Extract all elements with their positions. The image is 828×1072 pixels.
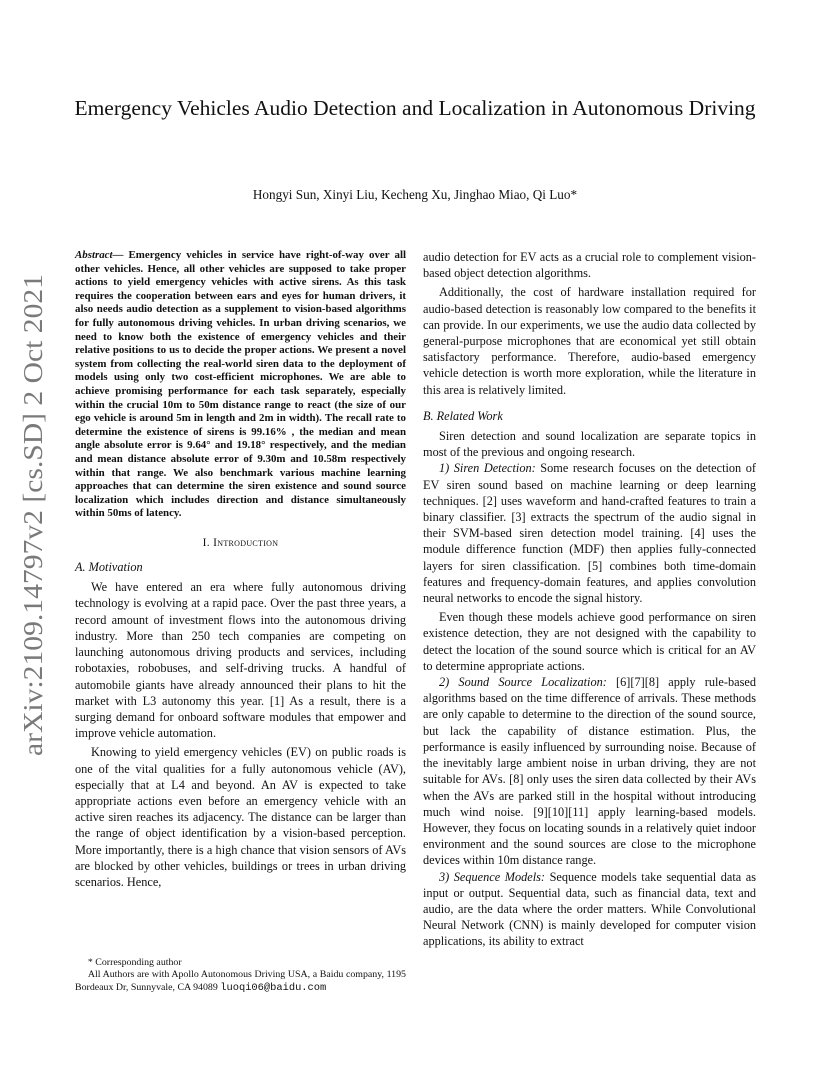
related-work-paragraph-3: Even though these models achieve good performance on siren existence detection, they are not designed with the capability to detect the location of the sound source which is critical for an AV to determine appropriate actions.	[423, 610, 756, 673]
sound-localization-paragraph	[423, 674, 756, 868]
sequence-models-heading: 3) Sequence Models:	[438, 869, 546, 884]
sound-localization-heading: 2) Sound Source Localization:	[438, 675, 607, 690]
motivation-paragraph-2: Knowing to yield emergency vehicles (EV) on public roads is one of the vital qualities for a fully autonomous vehicle (AV), especially that at L4 and beyond. An AV is expected to take appropriate actions even before an emergency vehicle with an active siren reaches its adjacency. The distance can be larger than the range of object identification by a vision-based perception. More importantly, there is a high chance that vision sensors of AVs are blocked by other vehicles, buildings or trees in urban driving scenarios. Hence,	[75, 745, 406, 889]
right-paragraph-2: Additionally, the cost of hardware installation required for audio-based detection is reasonably low compared to the benefits it can provide. In our experiments, we use the audio data collected by general-purpose microphones that are economical yet still obtain satisfactory performance. Therefore, audio-based emergency vehicle detection is worth more exploration, while the literature in this area is relatively limited.	[423, 285, 756, 397]
footnote-corresponding: * Corresponding author	[87, 957, 182, 968]
abstract-lead: Abstract	[75, 249, 113, 261]
abstract	[75, 249, 406, 521]
siren-detection-text: Some research focuses on the detection of EV siren sound based on machine learning or deep learning techniques. [2] uses waveform and hand-crafted features to train a binary classifier. [3] extracts the spectrum of the audio signal in their SVM-based siren detection model training. [4] uses the module difference function (MDF) then applies fully-connected layers for siren classification. [5] combines both time-domain features and frequency-domain features, and applies convolution neural networks to encode the signal history.	[423, 461, 756, 606]
footnote-email: luoqi06@baidu.com	[220, 981, 327, 994]
author-list: Hongyi Sun, Xinyi Liu, Kecheng Xu, Jinghao Miao, Qi Luo*	[252, 187, 578, 202]
sound-localization-text: [6][7][8] apply rule-based algorithms based on the time difference of arrivals. These methods are only capable to determine to the direction of the sound source, but lack the capability of distance estimation. Plus, the performance is easily influenced by surrounding noise. Because of the inevitably large ambient noise in urban driving, they are not suitable for AVs. [8] only uses the siren data collected by their AVs when the AVs are parked still in the hospital without introducing much wind noise. [9][10][11] apply learning-based models. However, they focus on locating sounds in a relatively quiet indoor environment and the sound sources are close to the microphone devices within 10m distance range.	[423, 675, 756, 868]
sequence-models-paragraph	[423, 869, 756, 950]
section-heading-introduction: I. Introduction	[202, 536, 279, 549]
arxiv-sidebar-identifier	[2, 272, 58, 757]
siren-detection-paragraph	[423, 460, 756, 606]
subsection-heading-motivation: A. Motivation	[75, 560, 143, 575]
footnote	[75, 957, 406, 994]
right-column	[423, 249, 756, 950]
arxiv-id-text: arXiv:2109.14797v2 [cs.SD] 2 Oct 2021	[17, 308, 48, 756]
right-paragraph-1: audio detection for EV acts as a crucial role to complement vision-based object detection algorithms.	[423, 250, 756, 281]
motivation-paragraph-1: We have entered an era where fully autonomous driving technology is evolving at a rapid pace. Over the past three years, a record amount of investment flows into the autonomous driving industry. More than 250 tech companies are competing on launching autonomous driving products and services, including robotaxies, robobuses, and self-driving trucks. A handful of automobile giants have already announced their plans to hit the market with L3 autonomy this year. [1] As a result, there is a surging demand for onboard software modules that empower and improve vehicle automation.	[75, 580, 406, 741]
siren-detection-heading: 1) Siren Detection:	[438, 461, 536, 476]
left-column	[75, 249, 406, 890]
related-work-paragraph-1: Siren detection and sound localization are separate topics in most of the previous and ongoing research.	[423, 429, 756, 460]
sequence-models-text: Sequence models take sequential data as input or output. Sequential data, such as financial data, text and audio, are the data where the order matters. While Convolutional Neural Network (CNN) is mainly developed for computer vision applications, its ability to extract	[423, 869, 756, 949]
footnote-affiliation	[75, 969, 406, 994]
paper-title: Emergency Vehicles Audio Detection and Localization in Autonomous Driving	[74, 96, 756, 120]
abstract-text: — Emergency vehicles in service have right-of-way over all other vehicles. Hence, all other vehicles are supposed to take proper actions to yield emergency vehicles with active sirens. As this task requires the cooperation between ears and eyes for human drivers, it also needs audio detection as a supplement to vision-based algorithms for fully autonomous driving vehicles. In urban driving scenarios, we need to know both the existence of emergency vehicles and their relative positions to us to decide the proper actions. We present a novel system from collecting the real-world siren data to the deployment of models using only two cost-efficient microphones. We are able to achieve promising performance for each task separately, especially within the crucial 10m to 50m distance range to react (the size of our ego vehicle is around 5m in length and 2m in width). The recall rate to determine the existence of sirens is 99.16% , the median and mean angle absolute error is 9.64° and 19.18° respectively, and the median and mean distance absolute error of 9.30m and 10.58m respectively within that range. We also benchmark various machine learning approaches that can determine the siren existence and sound source localization which includes direction and distance simultaneously within 50ms of latency.	[75, 249, 406, 520]
subsection-heading-related-work: B. Related Work	[423, 408, 503, 423]
footnote-affiliation-text: All Authors are with Apollo Autonomous Driving USA, a Baidu company, 1195 Bordeaux Dr, Sunnyvale, CA 94089	[75, 969, 406, 993]
